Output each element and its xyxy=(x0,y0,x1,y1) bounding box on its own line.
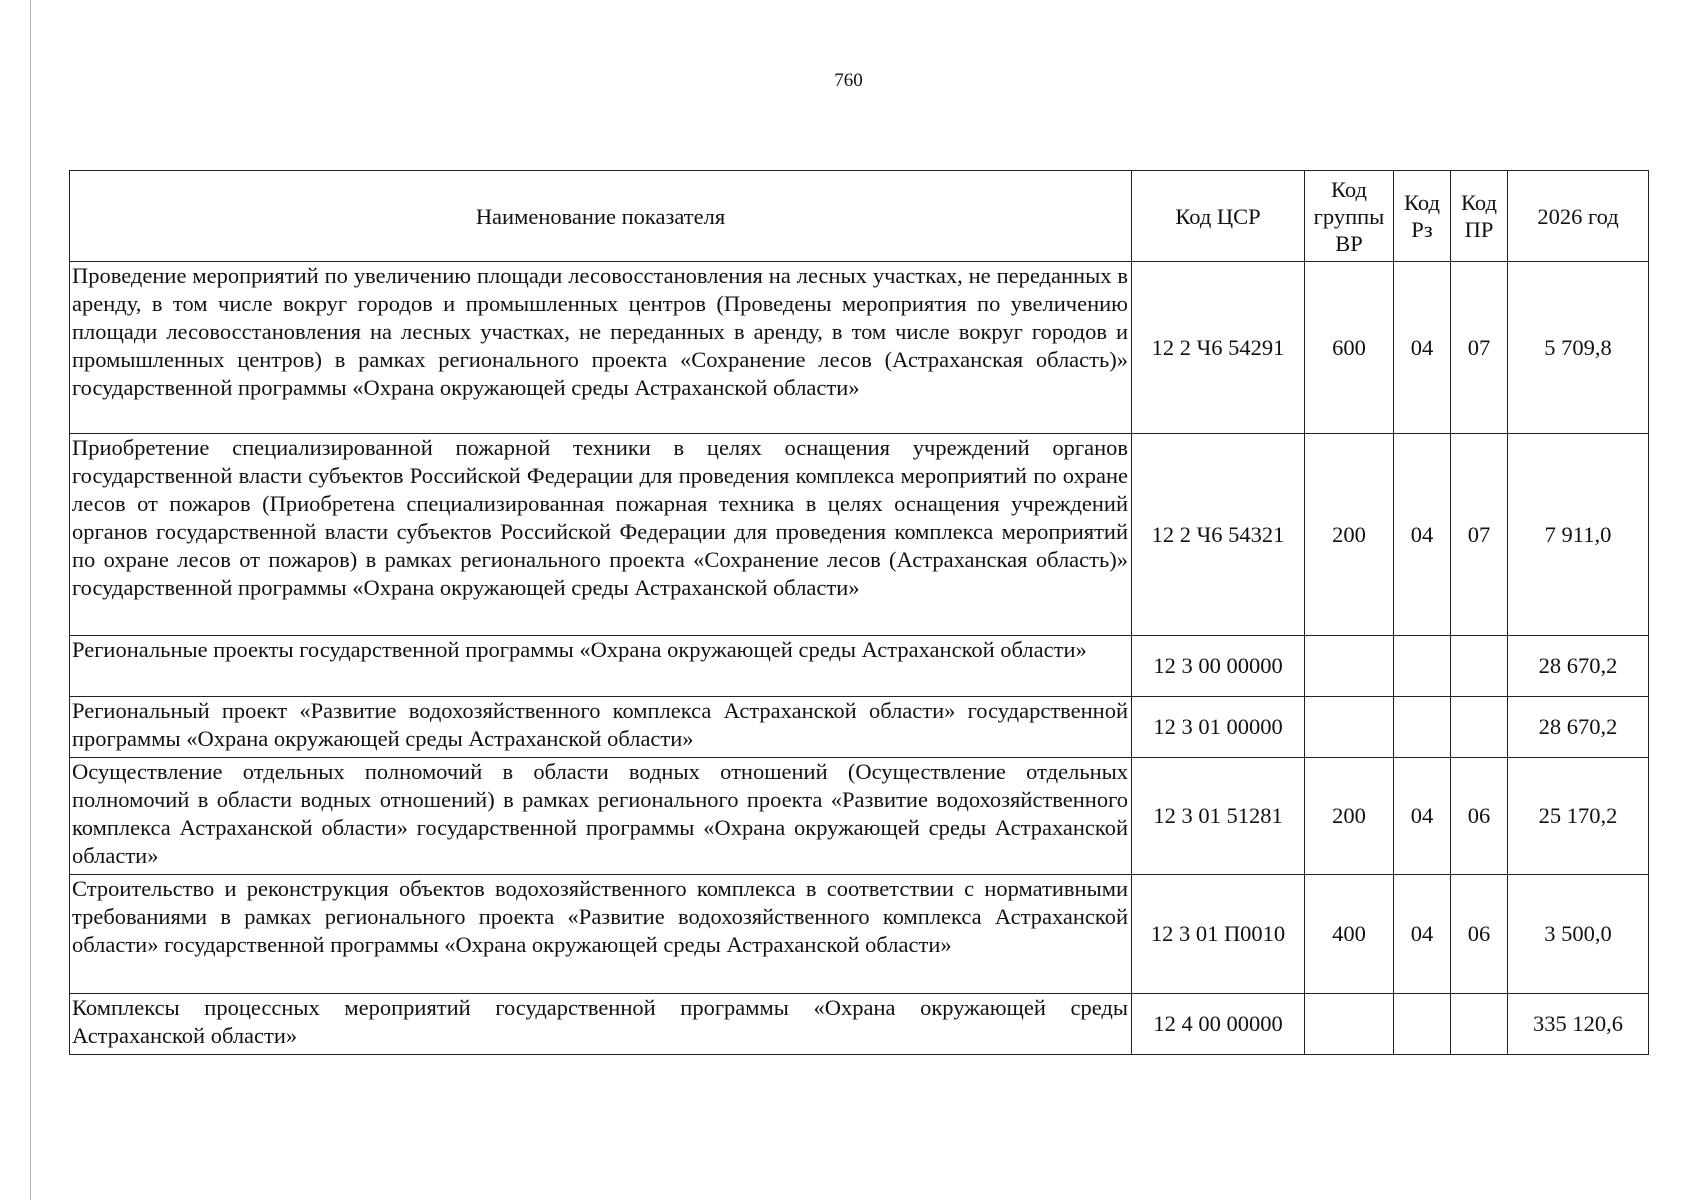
indicator-name: Приобретение специализированной пожарной техники в целях оснащения учреждений органов государственной власти субъектов Российской Федерации для проведения комплекса мероприятий по охране лесов от пожаров (Приобретена специализированная пожарная техника в целях оснащения учреждений органов государственной власти субъектов Российской Федерации для проведения комплекса мероприятий по охране лесов от пожаров) в рамках регионального проекта «Сохранение лесов (Астраханская область)» государственной программы «Охрана окружающей среды Астраханской области» xyxy=(70,434,1132,636)
amount-2026: 28 670,2 xyxy=(1508,697,1649,758)
csr-code: 12 4 00 00000 xyxy=(1132,994,1305,1055)
amount-2026: 3 500,0 xyxy=(1508,875,1649,994)
table-row xyxy=(70,875,1649,994)
amount-2026: 5 709,8 xyxy=(1508,262,1649,434)
rz-code: 04 xyxy=(1394,875,1451,994)
rz-code xyxy=(1394,636,1451,697)
header-name: Наименование показателя xyxy=(70,171,1132,262)
table-row xyxy=(70,434,1649,636)
header-pr-code: Код ПР xyxy=(1451,171,1508,262)
vr-code: 400 xyxy=(1305,875,1394,994)
vr-code: 200 xyxy=(1305,758,1394,875)
vr-code xyxy=(1305,994,1394,1055)
page-number: 760 xyxy=(834,70,863,91)
rz-code: 04 xyxy=(1394,758,1451,875)
header-vr-code: Код группы ВР xyxy=(1305,171,1394,262)
pr-code xyxy=(1451,697,1508,758)
csr-code: 12 3 00 00000 xyxy=(1132,636,1305,697)
vr-code: 200 xyxy=(1305,434,1394,636)
indicator-name: Региональные проекты государственной программы «Охрана окружающей среды Астраханской области» xyxy=(70,636,1132,697)
pr-code: 06 xyxy=(1451,758,1508,875)
indicator-name: Строительство и реконструкция объектов водохозяйственного комплекса в соответствии с нормативными требованиями в рамках регионального проекта «Развитие водохозяйственного комплекса Астраханской области» государственной программы «Охрана окружающей среды Астраханской области» xyxy=(70,875,1132,994)
vr-code xyxy=(1305,697,1394,758)
vr-code: 600 xyxy=(1305,262,1394,434)
pr-code xyxy=(1451,636,1508,697)
rz-code xyxy=(1394,994,1451,1055)
table-row xyxy=(70,697,1649,758)
amount-2026: 25 170,2 xyxy=(1508,758,1649,875)
pr-code: 07 xyxy=(1451,434,1508,636)
indicator-name: Осуществление отдельных полномочий в области водных отношений (Осуществление отдельных полномочий в области водных отношений) в рамках регионального проекта «Развитие водохозяйственного комплекса Астраханской области» государственной программы «Охрана окружающей среды Астраханской области» xyxy=(70,758,1132,875)
csr-code: 12 3 01 00000 xyxy=(1132,697,1305,758)
table-row xyxy=(70,758,1649,875)
header-year-2026: 2026 год xyxy=(1508,171,1649,262)
table-header-row xyxy=(70,171,1649,262)
header-csr-code: Код ЦСР xyxy=(1132,171,1305,262)
pr-code xyxy=(1451,994,1508,1055)
header-rz-code: Код Рз xyxy=(1394,171,1451,262)
indicator-name: Комплексы процессных мероприятий государственной программы «Охрана окружающей среды Астраханской области» xyxy=(70,994,1132,1055)
rz-code: 04 xyxy=(1394,434,1451,636)
pr-code: 07 xyxy=(1451,262,1508,434)
vr-code xyxy=(1305,636,1394,697)
amount-2026: 335 120,6 xyxy=(1508,994,1649,1055)
csr-code: 12 2 Ч6 54291 xyxy=(1132,262,1305,434)
table-row xyxy=(70,994,1649,1055)
rz-code: 04 xyxy=(1394,262,1451,434)
table-row xyxy=(70,262,1649,434)
csr-code: 12 2 Ч6 54321 xyxy=(1132,434,1305,636)
amount-2026: 7 911,0 xyxy=(1508,434,1649,636)
budget-table xyxy=(69,170,1649,1055)
table-row xyxy=(70,636,1649,697)
indicator-name: Региональный проект «Развитие водохозяйственного комплекса Астраханской области» государственной программы «Охрана окружающей среды Астраханской области» xyxy=(70,697,1132,758)
csr-code: 12 3 01 П0010 xyxy=(1132,875,1305,994)
pr-code: 06 xyxy=(1451,875,1508,994)
rz-code xyxy=(1394,697,1451,758)
amount-2026: 28 670,2 xyxy=(1508,636,1649,697)
csr-code: 12 3 01 51281 xyxy=(1132,758,1305,875)
scan-margin-line xyxy=(30,0,31,1200)
indicator-name: Проведение мероприятий по увеличению площади лесовосстановления на лесных участках, не переданных в аренду, в том числе вокруг городов и промышленных центров (Проведены мероприятия по увеличению площади лесовосстановления на лесных участках, не переданных в аренду, в том числе вокруг городов и промышленных центров) в рамках регионального проекта «Сохранение лесов (Астраханская область)» государственной программы «Охрана окружающей среды Астраханской области» xyxy=(70,262,1132,434)
